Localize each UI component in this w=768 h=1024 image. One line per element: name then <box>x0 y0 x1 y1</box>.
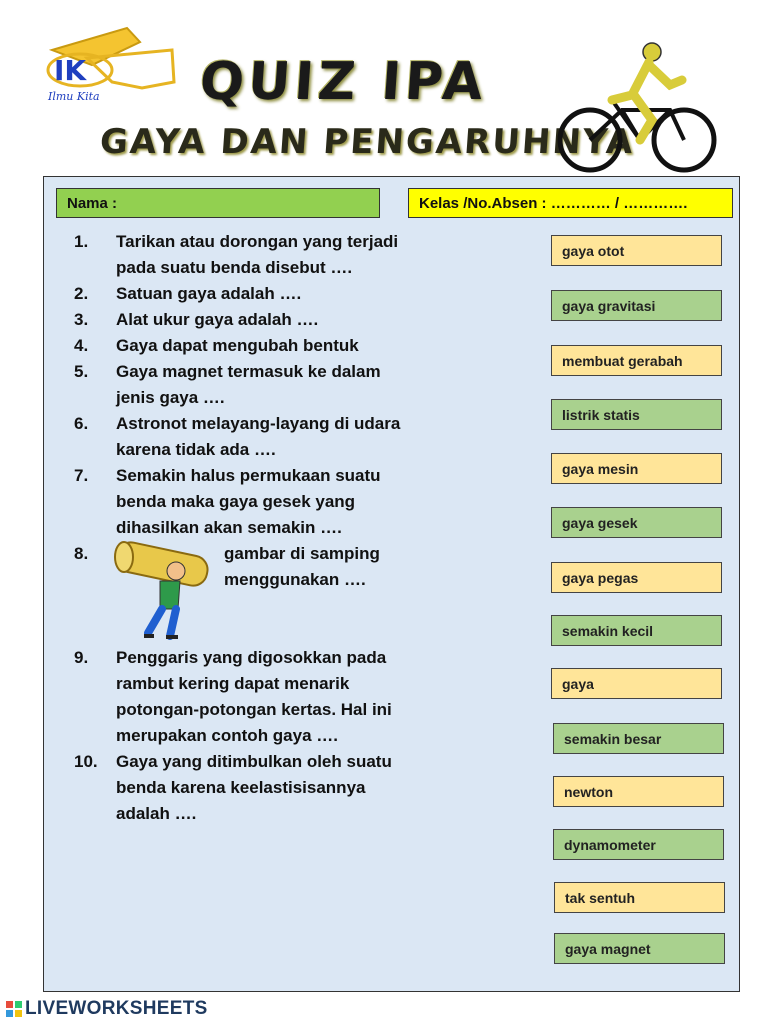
quiz-title: QUIZ IPA <box>197 52 489 112</box>
svg-text:IK: IK <box>54 54 87 87</box>
nama-field[interactable]: Nama : <box>56 188 380 218</box>
question-4: 4. Gaya dapat mengubah bentuk <box>74 336 359 355</box>
quiz-subtitle: GAYA DAN PENGARUHNYA <box>98 122 636 162</box>
question-8: 8. gambar di samping menggunakan …. <box>74 541 414 645</box>
answer-option[interactable]: gaya gravitasi <box>551 290 722 321</box>
ilmu-kita-logo <box>32 20 182 110</box>
question-10: 10. Gaya yang ditimbulkan oleh suatu benda karena keelastisisannya adalah …. <box>74 752 392 823</box>
answer-option[interactable]: gaya pegas <box>551 562 722 593</box>
question-5: 5. Gaya magnet termasuk ke dalam jenis gaya …. <box>74 362 381 407</box>
question-9: 9. Penggaris yang digosokkan pada rambut kering dapat menarik potongan-potongan kertas. Hal ini merupakan contoh gaya …. <box>74 648 392 745</box>
man-carrying-rolled-mat-icon <box>108 541 218 641</box>
question-1: 1. Tarikan atau dorongan yang terjadi pada suatu benda disebut …. <box>74 232 399 277</box>
svg-text:Ilmu Kita: Ilmu Kita <box>48 90 100 103</box>
answer-option[interactable]: listrik statis <box>551 399 722 430</box>
question-2: 2. Satuan gaya adalah …. <box>74 284 302 303</box>
answer-option[interactable]: gaya gesek <box>551 507 722 538</box>
kelas-absen-field[interactable]: Kelas /No.Absen : ………… / …………. <box>408 188 733 218</box>
liveworksheets-text: LIVEWORKSHEETS <box>25 998 208 1019</box>
answer-option[interactable]: gaya mesin <box>551 453 722 484</box>
answer-option[interactable]: membuat gerabah <box>551 345 722 376</box>
question-7: 7. Semakin halus permukaan suatu benda maka gaya gesek yang dihasilkan akan semakin …. <box>74 466 381 537</box>
liveworksheets-brand[interactable] <box>6 998 208 1020</box>
answer-option[interactable]: gaya magnet <box>554 933 725 964</box>
question-6: 6. Astronot melayang-layang di udara karena tidak ada …. <box>74 414 401 459</box>
question-list <box>74 229 414 827</box>
answer-option[interactable]: newton <box>553 776 724 807</box>
question-3: 3. Alat ukur gaya adalah …. <box>74 310 319 329</box>
answer-option[interactable]: tak sentuh <box>554 882 725 913</box>
liveworksheets-logo-icon <box>6 1001 22 1017</box>
answer-option[interactable]: semakin besar <box>553 723 724 754</box>
quiz-panel <box>43 176 740 992</box>
answer-option[interactable]: dynamometer <box>553 829 724 860</box>
answer-option[interactable]: gaya otot <box>551 235 722 266</box>
answer-option[interactable]: semakin kecil <box>551 615 722 646</box>
cyclist-icon <box>552 40 722 175</box>
answer-option[interactable]: gaya <box>551 668 722 699</box>
